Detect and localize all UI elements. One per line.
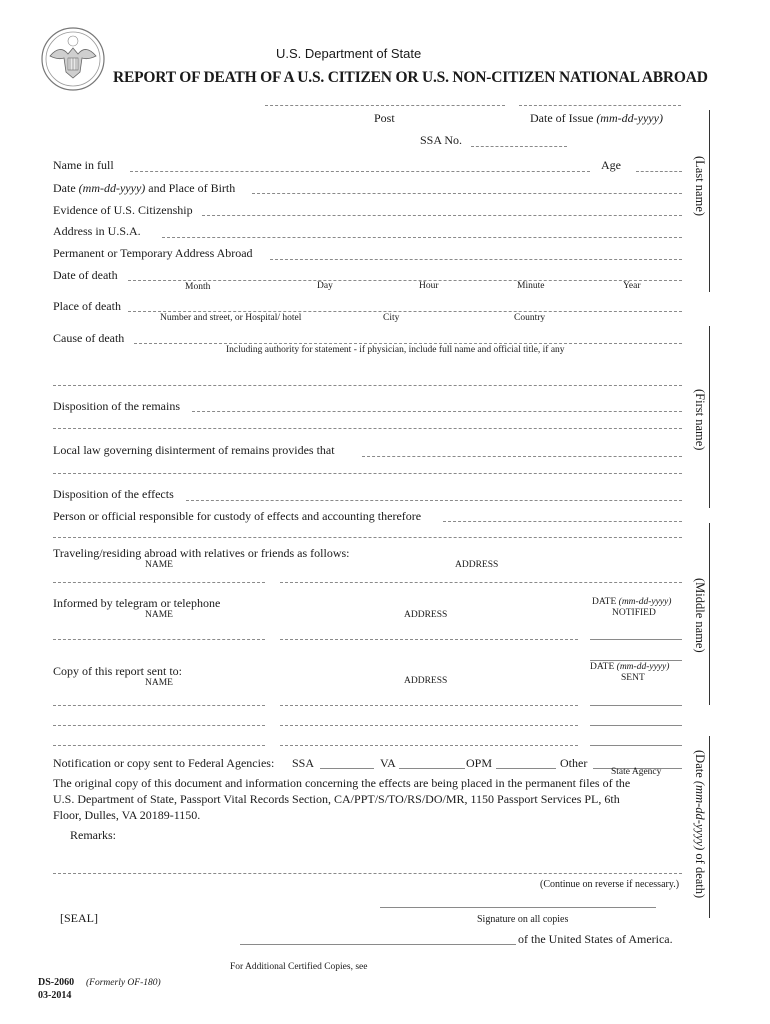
death-year-label: Year bbox=[623, 281, 641, 291]
side-label-first-name: (First name) bbox=[693, 389, 707, 451]
copy-date-text: DATE bbox=[590, 662, 615, 672]
signature-label: Signature on all copies bbox=[477, 914, 569, 925]
copy-name-line-1[interactable] bbox=[53, 705, 265, 706]
agency-ssa-label: SSA bbox=[292, 756, 315, 770]
local-law-label: Local law governing disinterment of remains provides that bbox=[53, 443, 335, 457]
side-rule-date-of-death bbox=[709, 736, 710, 918]
copy-name-line-3[interactable] bbox=[53, 745, 265, 746]
informed-date-header bbox=[592, 597, 671, 607]
traveling-label: Traveling/residing abroad with relatives or friends as follows: bbox=[53, 546, 350, 560]
custody-label: Person or official responsible for custody of effects and accounting therefore bbox=[53, 509, 422, 523]
place-country-label: Country bbox=[514, 313, 546, 323]
place-of-death-label: Place of death bbox=[53, 299, 121, 313]
side-label-last-name: (Last name) bbox=[693, 156, 707, 217]
evidence-line[interactable] bbox=[202, 215, 682, 216]
remarks-line[interactable] bbox=[53, 873, 682, 874]
address-usa-label: Address in U.S.A. bbox=[53, 224, 141, 238]
name-in-full-line[interactable] bbox=[130, 171, 590, 172]
paragraph-line-1: The original copy of this document and information concerning the effects are being placed in the permanent files of the bbox=[53, 776, 631, 790]
traveling-name-header: NAME bbox=[145, 560, 173, 570]
cause-of-death-line-2[interactable] bbox=[53, 385, 682, 386]
evidence-label: Evidence of U.S. Citizenship bbox=[53, 203, 193, 217]
side-label-middle-name: (Middle name) bbox=[693, 578, 707, 653]
post-label: Post bbox=[374, 111, 395, 125]
disposition-effects-label: Disposition of the effects bbox=[53, 487, 174, 501]
copy-date-line-3[interactable] bbox=[590, 745, 682, 746]
death-minute-label: Minute bbox=[517, 281, 545, 291]
remarks-label: Remarks: bbox=[70, 828, 116, 842]
side-label-date-a: (Date bbox=[693, 750, 707, 778]
address-usa-line[interactable] bbox=[162, 237, 682, 238]
of-usa-label: of the United States of America. bbox=[518, 932, 673, 946]
informed-name-line-1[interactable] bbox=[53, 639, 265, 640]
name-in-full-label: Name in full bbox=[53, 158, 114, 172]
state-agency-label: State Agency bbox=[611, 767, 662, 777]
copy-sent-label: Copy of this report sent to: bbox=[53, 664, 182, 678]
post-line bbox=[265, 105, 505, 106]
copy-address-line-3[interactable] bbox=[280, 745, 578, 746]
local-law-line[interactable] bbox=[362, 456, 682, 457]
disposition-remains-line[interactable] bbox=[192, 411, 682, 412]
side-label-date-format: (mm-dd-yyyy) bbox=[693, 780, 707, 851]
paragraph-line-3: Floor, Dulles, VA 20189-1150. bbox=[53, 808, 201, 822]
traveling-address-header: ADDRESS bbox=[455, 560, 499, 570]
date-of-issue-format: (mm-dd-yyyy) bbox=[596, 111, 663, 125]
side-rule-middle-name bbox=[709, 523, 710, 705]
side-rule-last-name bbox=[709, 110, 710, 292]
copy-name-header: NAME bbox=[145, 678, 173, 688]
date-of-death-line[interactable] bbox=[128, 280, 682, 281]
informed-date-format: (mm-dd-yyyy) bbox=[618, 597, 672, 607]
local-law-line-2[interactable] bbox=[53, 473, 682, 474]
informed-label: Informed by telegram or telephone bbox=[53, 596, 221, 610]
agency-name: U.S. Department of State bbox=[276, 46, 422, 61]
traveling-name-line[interactable] bbox=[53, 582, 265, 583]
informed-date-text: DATE bbox=[592, 597, 617, 607]
informed-date-line-2[interactable] bbox=[590, 660, 682, 661]
department-seal bbox=[40, 26, 106, 92]
birth-line[interactable] bbox=[252, 193, 682, 194]
informed-address-line-1[interactable] bbox=[280, 639, 578, 640]
death-month-label: Month bbox=[185, 282, 211, 292]
informed-name-header: NAME bbox=[145, 610, 173, 620]
ssa-line bbox=[471, 146, 567, 147]
signature-line[interactable] bbox=[380, 907, 656, 908]
additional-copies-note: For Additional Certified Copies, see bbox=[230, 962, 368, 972]
copy-name-line-2[interactable] bbox=[53, 725, 265, 726]
form-title: REPORT OF DEATH OF A U.S. CITIZEN OR U.S. NON-CITIZEN NATIONAL ABROAD bbox=[113, 69, 708, 86]
side-rule-first-name bbox=[709, 326, 710, 508]
agency-va-line[interactable] bbox=[399, 768, 465, 769]
cause-of-death-line[interactable] bbox=[134, 343, 682, 344]
copy-date-line-2[interactable] bbox=[590, 725, 682, 726]
form-number: DS-2060 bbox=[38, 977, 75, 988]
birth-label bbox=[53, 181, 235, 196]
agency-opm-label: OPM bbox=[466, 756, 493, 770]
side-label-date-of-death bbox=[692, 750, 707, 898]
agency-other-label: Other bbox=[560, 756, 588, 770]
title-line[interactable] bbox=[240, 944, 516, 945]
place-city-label: City bbox=[383, 313, 400, 323]
ssa-label: SSA No. bbox=[420, 133, 463, 147]
date-of-issue-line bbox=[519, 105, 681, 106]
date-of-issue-label bbox=[530, 111, 663, 126]
copy-address-line-2[interactable] bbox=[280, 725, 578, 726]
place-street-label: Number and street, or Hospital/ hotel bbox=[160, 313, 302, 323]
date-of-issue-text: Date of Issue bbox=[530, 111, 594, 125]
seal-label: [SEAL] bbox=[60, 911, 98, 925]
birth-label-date: Date bbox=[53, 181, 76, 195]
custody-line[interactable] bbox=[443, 521, 682, 522]
agency-ssa-line[interactable] bbox=[320, 768, 374, 769]
copy-date-line-1[interactable] bbox=[590, 705, 682, 706]
informed-date-line-1[interactable] bbox=[590, 639, 682, 640]
birth-label-place: and Place of Birth bbox=[148, 181, 236, 195]
cause-of-death-label: Cause of death bbox=[53, 331, 125, 345]
place-of-death-line[interactable] bbox=[128, 311, 682, 312]
birth-label-format: (mm-dd-yyyy) bbox=[78, 181, 146, 195]
paragraph-line-2: U.S. Department of State, Passport Vital Records Section, CA/PPT/S/TO/RS/DO/MR, 1150 Passport Services PL, 6th bbox=[53, 792, 620, 806]
agencies-intro: Notification or copy sent to Federal Agencies: bbox=[53, 756, 275, 770]
agency-va-label: VA bbox=[380, 756, 396, 770]
copy-address-line-1[interactable] bbox=[280, 705, 578, 706]
copy-sent-header: SENT bbox=[621, 673, 645, 683]
agency-opm-line[interactable] bbox=[496, 768, 556, 769]
copy-date-format: (mm-dd-yyyy) bbox=[616, 662, 670, 672]
address-abroad-label: Permanent or Temporary Address Abroad bbox=[53, 246, 253, 260]
informed-address-header: ADDRESS bbox=[404, 610, 448, 620]
death-day-label: Day bbox=[317, 281, 333, 291]
address-abroad-line[interactable] bbox=[270, 259, 682, 260]
disposition-remains-label: Disposition of the remains bbox=[53, 399, 180, 413]
death-hour-label: Hour bbox=[419, 281, 439, 291]
custody-line-2[interactable] bbox=[53, 537, 682, 538]
copy-date-header bbox=[590, 662, 669, 672]
disposition-effects-line[interactable] bbox=[186, 500, 682, 501]
copy-address-header: ADDRESS bbox=[404, 676, 448, 686]
formerly-note: (Formerly OF-180) bbox=[86, 978, 161, 988]
informed-notified-header: NOTIFIED bbox=[612, 608, 656, 618]
disposition-remains-line-2[interactable] bbox=[53, 428, 682, 429]
date-of-death-label: Date of death bbox=[53, 268, 118, 282]
age-label: Age bbox=[601, 158, 621, 172]
cause-note: Including authority for statement - if physician, include full name and official title, if any bbox=[226, 345, 565, 355]
traveling-address-line[interactable] bbox=[280, 582, 682, 583]
continue-note: (Continue on reverse if necessary.) bbox=[540, 879, 680, 890]
age-line[interactable] bbox=[636, 171, 682, 172]
revision-date: 03-2014 bbox=[38, 990, 72, 1001]
side-label-date-c: of death) bbox=[693, 853, 707, 899]
